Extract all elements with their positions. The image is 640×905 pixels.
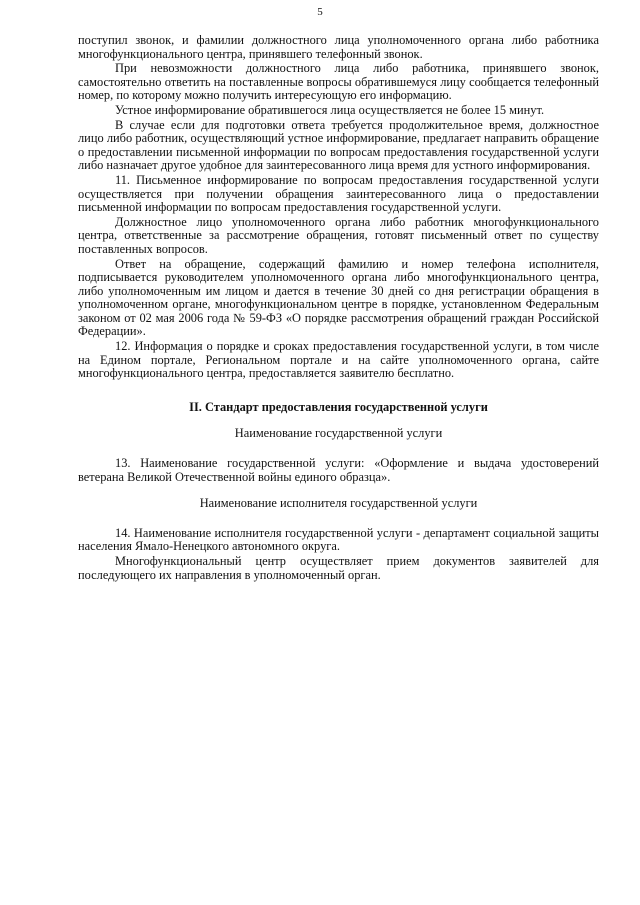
subheading-service-name: Наименование государственной услуги (234, 426, 443, 441)
paragraph-call-continuation: поступил звонок, и фамилии должностного лица уполномоченного органа либо работника многофункционального центра, принявшего телефонный звонок. (78, 33, 599, 61)
paragraph-phone-referral: При невозможности должностного лица либо работника, принявшего звонок, самостоятельно ответить на поставленные вопросы обратившемуся лицу сообщается телефонный номер, по которому можно получить интересующую его информацию. (78, 61, 599, 103)
paragraph-11-written-info: 11. Письменное информирование по вопросам предоставления государственной услуги осуществляется при получении обращения заинтересованного лица о предоставлении письменной информации по вопросам предоставления государственной услуги. (78, 172, 599, 215)
paragraph-13-service-name: 13. Наименование государственной услуги: «Оформление и выдача удостоверений ветерана Великой Отечественной войны единого образца». (78, 456, 599, 484)
paragraph-long-answer: В случае если для подготовки ответа требуется продолжительное время, должностное лицо либо работник, осуществляющий устное информирование, предлагает направить обращение о предоставлении письменной информации по вопросам предоставления государственной услуги либо назначает другое удобное для заинтересованного лица время для устного информирования. (78, 117, 599, 173)
paragraph-oral-duration: Устное информирование обратившегося лица осуществляется не более 15 минут. (115, 102, 545, 117)
paragraph-mfc-intake: Многофункциональный центр осуществляет прием документов заявителей для последующего их направления в уполномоченный орган. (78, 554, 599, 582)
paragraph-12-info-free: 12. Информация о порядке и сроках предоставления государственной услуги, в том числе на Едином портале, Региональном портале и на сайте уполномоченного органа, сайте многофункционального центра, предоставляется заявителю бесплатно. (78, 339, 599, 381)
paragraph-reply-signature: Ответ на обращение, содержащий фамилию и номер телефона исполнителя, подписывается руководителем уполномоченного органа либо многофункционального центра, либо уполномоченным им лицом и дается в течение 30 дней со дня регистрации обращения в уполномоченном органе, многофункциональном центре в порядке, установленном Федеральным законом от 02 мая 2006 года № 59-ФЗ «О порядке рассмотрения обращений граждан Российской Федерации». (78, 256, 599, 339)
document-body (78, 34, 599, 583)
section-title: II. Стандарт предоставления государственной услуги (189, 399, 488, 414)
page-number: 5 (317, 6, 323, 18)
paragraph-14-executor: 14. Наименование исполнителя государственной услуги - департамент социальной защиты населения Ямало-Ненецкого автономного округа. (78, 525, 599, 554)
subheading-executor-name: Наименование исполнителя государственной услуги (199, 496, 478, 511)
paragraph-written-reply: Должностное лицо уполномоченного органа либо работник многофункционального центра, ответственные за рассмотрение обращения, готовят письменный ответ по существу поставленных вопросов. (78, 214, 599, 256)
